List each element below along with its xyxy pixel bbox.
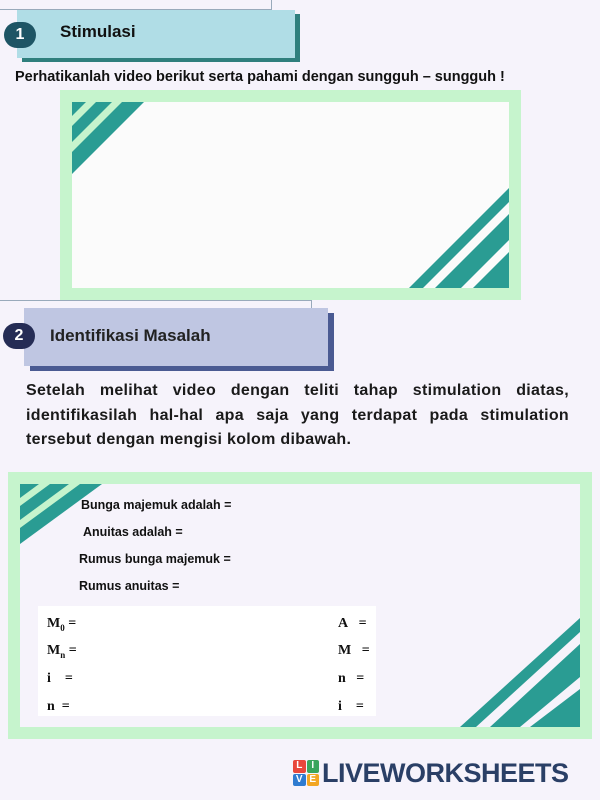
formula-n-right: n = (338, 671, 365, 686)
formula-m-right: M = (338, 643, 370, 658)
liveworksheets-brand[interactable]: LIVEWORKSHEETS (322, 758, 569, 788)
formula-box (38, 606, 376, 716)
logo-letter-e: E (307, 774, 320, 787)
logo-letter-v: V (293, 774, 306, 787)
formula-m0: $M_0$ = (47, 616, 77, 633)
question-rumus-bunga-majemuk: Rumus bunga majemuk = (79, 552, 231, 566)
section2-title: Identifikasi Masalah (50, 326, 211, 345)
formula-a: A = (338, 616, 367, 631)
section1-header-bar (17, 10, 295, 58)
question-bunga-majemuk: Bunga majemuk adalah = (81, 498, 232, 512)
formula-mn: $M_n$ = (47, 643, 77, 660)
video-frame[interactable] (60, 90, 521, 300)
section1-instruction: Perhatikanlah video berikut serta pahami dengan sungguh – sungguh ! (15, 69, 505, 85)
frame-stripes-decoration (72, 102, 509, 288)
formula-i-right: i = (338, 699, 364, 714)
logo-letter-l: L (293, 760, 306, 773)
section1-title: Stimulasi (60, 22, 136, 41)
liveworksheets-logo-icon (293, 760, 319, 786)
section1-number-badge: 1 (4, 22, 36, 48)
section2-number-badge: 2 (3, 323, 35, 349)
formula-n-left: n = (47, 699, 70, 714)
question-rumus-anuitas: Rumus anuitas = (79, 579, 180, 593)
logo-letter-i: I (307, 760, 320, 773)
section2-paragraph: Setelah melihat video dengan teliti tahap stimulation diatas, identifikasilah hal-hal apa saja yang terdapat pada stimulation tersebut dengan mengisi kolom dibawah. (26, 382, 569, 448)
formula-i-left: i = (47, 671, 73, 686)
question-anuitas: Anuitas adalah = (83, 525, 183, 539)
section1-outline (0, 0, 272, 10)
